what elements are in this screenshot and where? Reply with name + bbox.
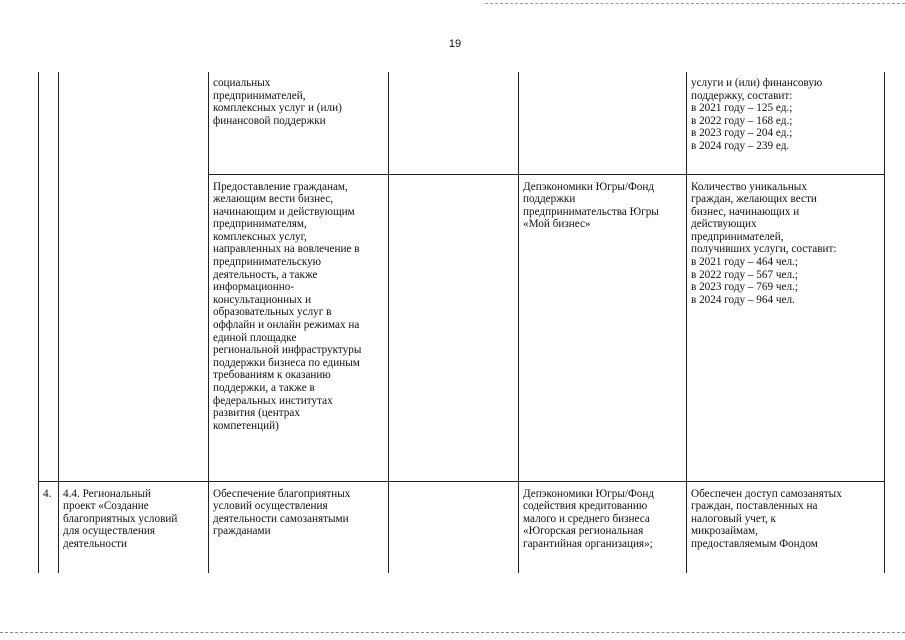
table-row: [39, 481, 885, 573]
page-number: 19: [448, 38, 462, 50]
result-cell: услуги и (или) финансовую поддержку, составит: в 2021 году – 125 ед.; в 2022 году – 168 ед.; в 2023 году – 204 ед.; в 2024 году – 239 ед.: [687, 72, 885, 174]
measure-cell: социальных предпринимателей, комплексных услуг и (или) финансовой поддержки: [209, 72, 389, 174]
measure-cell: Предоставление гражданам, желающим вести бизнес, начинающим и действующим предпринимателям, комплексных услуг, направленных на вовлечение в предпринимательскую деятельность, а также информационно- консультационных и образовательных услуг в оффлайн и онлайн режимах на единой площадке региональной инфраструктуры поддержки бизнеса по единым требованиям к оказанию поддержки, а также в федеральных институтах развития (центрах компетенций): [209, 174, 389, 481]
table-row: [39, 72, 885, 174]
result-cell: Обеспечен доступ самозанятых граждан, поставленных на налоговый учет, к микрозаймам, предоставляемым Фондом: [687, 481, 885, 573]
row-number-cell: 4.: [39, 481, 59, 573]
executor-cell: Депэкономики Югры/Фонд поддержки предпринимательства Югры «Мой бизнес»: [519, 174, 687, 481]
project-cell: [59, 72, 209, 481]
blank-cell: [389, 481, 519, 573]
row-number-cell: [39, 72, 59, 481]
blank-cell: [389, 72, 519, 174]
executor-cell: Депэкономики Югры/Фонд содействия кредитованию малого и среднего бизнеса «Югорская региональная гарантийная организация»;: [519, 481, 687, 573]
measure-cell: Обеспечение благоприятных условий осуществления деятельности самозанятыми гражданами: [209, 481, 389, 573]
result-cell: Количество уникальных граждан, желающих вести бизнес, начинающих и действующих предпринимателей, получивших услуги, составит: в 2021 году – 464 чел.; в 2022 году – 567 чел.; в 2023 году – 769 чел.; в 2024 году – 964 чел.: [687, 174, 885, 481]
executor-cell: [519, 72, 687, 174]
project-cell: 4.4. Региональный проект «Создание благоприятных условий для осуществления деятельности: [59, 481, 209, 573]
measures-table: [38, 72, 885, 573]
scan-artifact-bottom: [0, 632, 905, 634]
scan-artifact-top: [485, 3, 905, 5]
blank-cell: [389, 174, 519, 481]
